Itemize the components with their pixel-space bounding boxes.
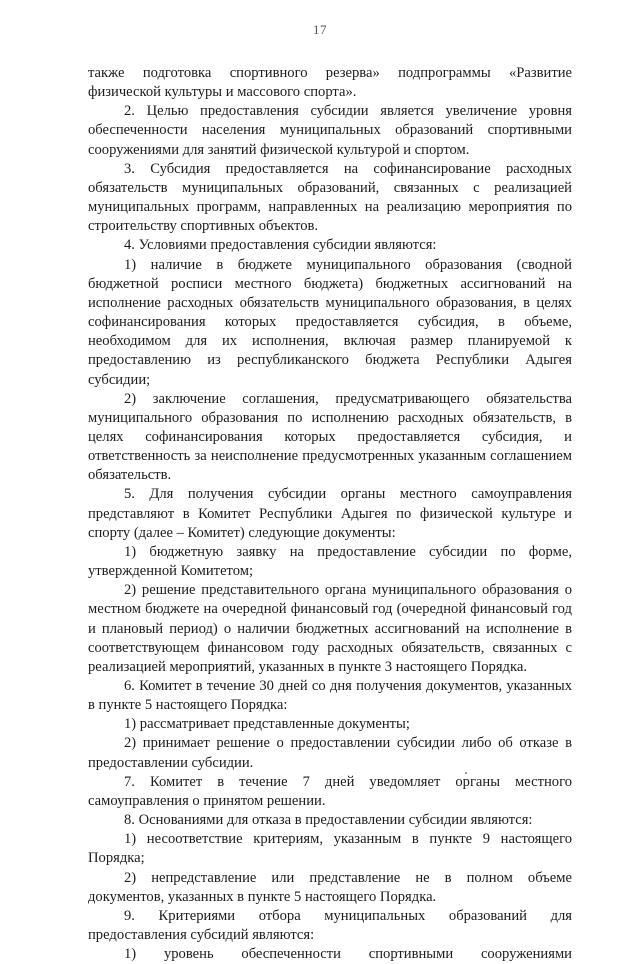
paragraph-item-3: 3. Субсидия предоставляется на софинансирование расходных обязательств муниципальных образований, связанных с реализацией муниципальных программ, направленных на реализацию мероприятия по строительству спортивных объектов. [88,160,572,235]
paragraph-item-4: 4. Условиями предоставления субсидии являются: [124,237,437,254]
paragraph-item-6-sub-1: 1) рассматривает представленные документы; [124,716,410,733]
page-number: 17 [313,22,327,37]
paragraph-item-4-sub-1: 1) наличие в бюджете муниципального образования (сводной бюджетной росписи местного бюджета) бюджетных ассигнований на исполнение расходных обязательств муниципального образования, в целях софинансирования которых предоставляется субсидия, в объеме, необходимом для их исполнения, включая размер планируемой к предоставлению из республиканского бюджета Республики Адыгея субсидии; [88,256,572,388]
paragraph-item-5-sub-2: 2) решение представительного органа муниципального образования о местном бюджете на очередной финансовый год (очередной финансовый год и плановый период) о наличии бюджетных ассигнований на исполнение в соответствующем финансовом году расходных обязательств, связанных с реализацией мероприятий, указанных в пункте 3 настоящего Порядка. [88,582,572,675]
paragraph-item-8: 8. Основаниями для отказа в предоставлении субсидии являются: [124,812,533,829]
paragraph-continuation: также подготовка спортивного резерва» подпрограммы «Развитие физической культуры и массового спорта». [88,65,572,101]
scan-speck [465,772,467,774]
document-body [88,64,572,964]
paragraph-item-9-sub-1: 1) уровень обеспеченности спортивными сооружениями [124,946,572,963]
paragraph-item-2: 2. Целью предоставления субсидии является увеличение уровня обеспеченности населения муниципальных образований спортивными сооружениями для занятий физической культурой и спортом. [88,103,572,158]
paragraph-item-7: 7. Комитет в течение 7 дней уведомляет органы местного самоуправления о принятом решении. [88,773,572,809]
paragraph-item-5: 5. Для получения субсидии органы местного самоуправления представляют в Комитет Республики Адыгея по физической культуре и спорту (далее – Комитет) следующие документы: [88,486,572,541]
paragraph-item-8-sub-1: 1) несоответствие критериям, указанным в пункте 9 настоящего Порядка; [88,831,572,867]
paragraph-item-9: 9. Критериями отбора муниципальных образований для предоставления субсидий являются: [88,907,572,944]
paragraph-item-8-sub-2: 2) непредставление или представление не в полном объеме документов, указанных в пункте 5 настоящего Порядка. [88,869,572,905]
paragraph-item-6: 6. Комитет в течение 30 дней со дня получения документов, указанных в пункте 5 настоящего Порядка: [88,678,572,714]
paragraph-item-6-sub-2: 2) принимает решение о предоставлении субсидии либо об отказе в предоставлении субсидии. [88,735,572,771]
paragraph-item-4-sub-2: 2) заключение соглашения, предусматривающего обязательства муниципального образования по исполнению расходных обязательств, в целях софинансирования которых предоставляется субсидия, и ответственность за неисполнение предусмотренных указанным соглашением обязательств. [88,390,572,484]
paragraph-item-5-sub-1: 1) бюджетную заявку на предоставление субсидии по форме, утвержденной Комитетом; [88,543,572,580]
